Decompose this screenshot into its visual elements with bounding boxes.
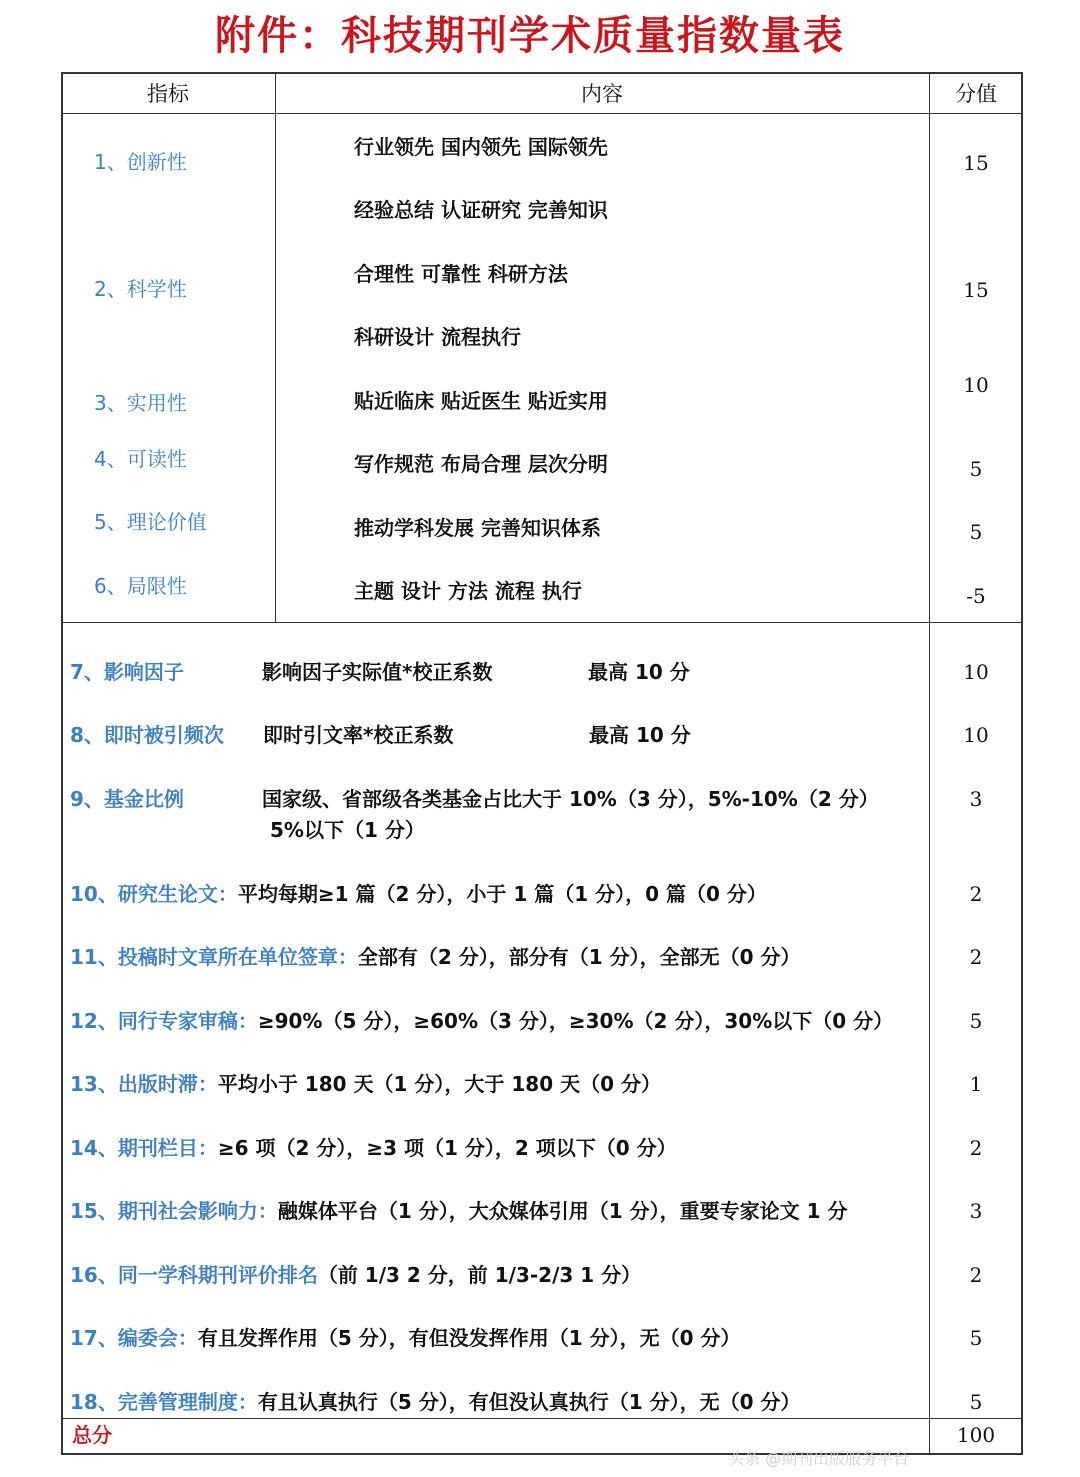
row-text: 平均小于 180 天（1 分），大于 180 天（0 分）	[217, 1072, 661, 1096]
row-label: 9、基金比例	[70, 787, 184, 811]
total-label: 总分	[72, 1423, 112, 1447]
table-row	[70, 942, 800, 972]
score-value: 1	[969, 1072, 983, 1096]
table-row	[70, 1260, 641, 1290]
header-divider	[61, 113, 1023, 114]
row-label: 16、同一学科期刊评价排名	[70, 1263, 318, 1287]
table-row	[70, 1006, 893, 1036]
table-row	[70, 720, 691, 750]
row-label: 17、编委会：	[70, 1326, 198, 1350]
score-value: 5	[969, 1390, 983, 1414]
indicator-innovation: 1、创新性	[94, 150, 187, 174]
score-value: 10	[963, 723, 989, 747]
score-value: 15	[963, 278, 989, 302]
score-value: 2	[969, 882, 983, 906]
row-label: 18、完善管理制度：	[70, 1390, 258, 1414]
row-text: 有且发挥作用（5 分），有但没发挥作用（1 分），无（0 分）	[197, 1326, 741, 1350]
score-value: 10	[963, 373, 989, 397]
row-label: 12、同行专家审稿：	[70, 1009, 258, 1033]
watermark: 头条 @期刊出版服务平台	[728, 1449, 910, 1468]
total-divider	[61, 1418, 1023, 1419]
content-line: 合理性 可靠性 科研方法	[354, 262, 568, 286]
indicator-readability: 4、可读性	[94, 447, 187, 471]
row-text: 融媒体平台（1 分），大众媒体引用（1 分），重要专家论文 1 分	[277, 1199, 848, 1223]
score-value: 2	[969, 945, 983, 969]
header-indicator: 指标	[147, 82, 189, 106]
content-line: 经验总结 认证研究 完善知识	[354, 198, 608, 222]
score-value: 10	[963, 660, 989, 684]
content-line: 行业领先 国内领先 国际领先	[354, 135, 608, 159]
row-text: 全部有（2 分），部分有（1 分），全部无（0 分）	[357, 945, 801, 969]
total-score: 100	[956, 1423, 996, 1447]
row-label: 13、出版时滞：	[70, 1072, 218, 1096]
row-text-continued: 5%以下（1 分）	[270, 818, 425, 842]
score-value: 2	[969, 1263, 983, 1287]
row-text: （前 1/3 2 分，前 1/3-2/3 1 分）	[317, 1263, 642, 1287]
score-value: 3	[969, 1199, 983, 1223]
row-text: 影响因子实际值*校正系数	[262, 660, 493, 684]
score-value: 5	[969, 1009, 983, 1033]
row-label: 14、期刊栏目：	[70, 1136, 218, 1160]
table-row	[70, 1069, 661, 1099]
content-line: 推动学科发展 完善知识体系	[354, 516, 601, 540]
table-row	[70, 1196, 847, 1226]
table-row	[70, 657, 690, 687]
table-row	[70, 1133, 677, 1163]
section-divider	[61, 622, 1023, 623]
row-label: 15、期刊社会影响力：	[70, 1199, 278, 1223]
content-line: 主题 设计 方法 流程 执行	[354, 579, 582, 603]
content-line: 科研设计 流程执行	[354, 325, 521, 349]
table-row	[70, 1387, 800, 1417]
score-value: 5	[969, 1326, 983, 1350]
content-line: 写作规范 布局合理 层次分明	[354, 452, 608, 476]
table-row	[70, 784, 879, 814]
row-label: 10、研究生论文：	[70, 882, 238, 906]
page-title: 附件：科技期刊学术质量指数量表	[215, 12, 845, 59]
indicator-limitation: 6、局限性	[94, 574, 187, 598]
header-score: 分值	[955, 82, 997, 106]
row-text: ≥6 项（2 分），≥3 项（1 分），2 项以下（0 分）	[217, 1136, 677, 1160]
table-row	[70, 879, 767, 909]
row-text: 国家级、省部级各类基金占比大于 10%（3 分），5%-10%（2 分）	[262, 787, 879, 811]
row-text: ≥90%（5 分），≥60%（3 分），≥30%（2 分），30%以下（0 分）	[257, 1009, 894, 1033]
content-line: 贴近临床 贴近医生 贴近实用	[354, 389, 608, 413]
score-value: 3	[969, 787, 983, 811]
indicator-theoretical: 5、理论价值	[94, 510, 207, 534]
indicator-scientific: 2、科学性	[94, 277, 187, 301]
row-text: 平均每期≥1 篇（2 分），小于 1 篇（1 分），0 篇（0 分）	[237, 882, 767, 906]
score-value: 5	[969, 520, 983, 544]
score-value: 5	[969, 457, 983, 481]
row-label: 8、即时被引频次	[70, 723, 224, 747]
indicator-practical: 3、实用性	[94, 391, 187, 415]
row-extra: 最高 10 分	[588, 660, 690, 684]
col-divider-indicator	[275, 72, 276, 623]
row-text: 即时引文率*校正系数	[263, 723, 454, 747]
header-content: 内容	[581, 82, 623, 106]
row-extra: 最高 10 分	[589, 723, 691, 747]
row-label: 11、投稿时文章所在单位签章：	[70, 945, 358, 969]
score-value: -5	[966, 584, 986, 608]
row-label: 7、影响因子	[70, 660, 184, 684]
score-value: 2	[969, 1136, 983, 1160]
row-text: 有且认真执行（5 分），有但没认真执行（1 分），无（0 分）	[257, 1390, 801, 1414]
score-value: 15	[963, 151, 989, 175]
table-row	[70, 1323, 740, 1353]
